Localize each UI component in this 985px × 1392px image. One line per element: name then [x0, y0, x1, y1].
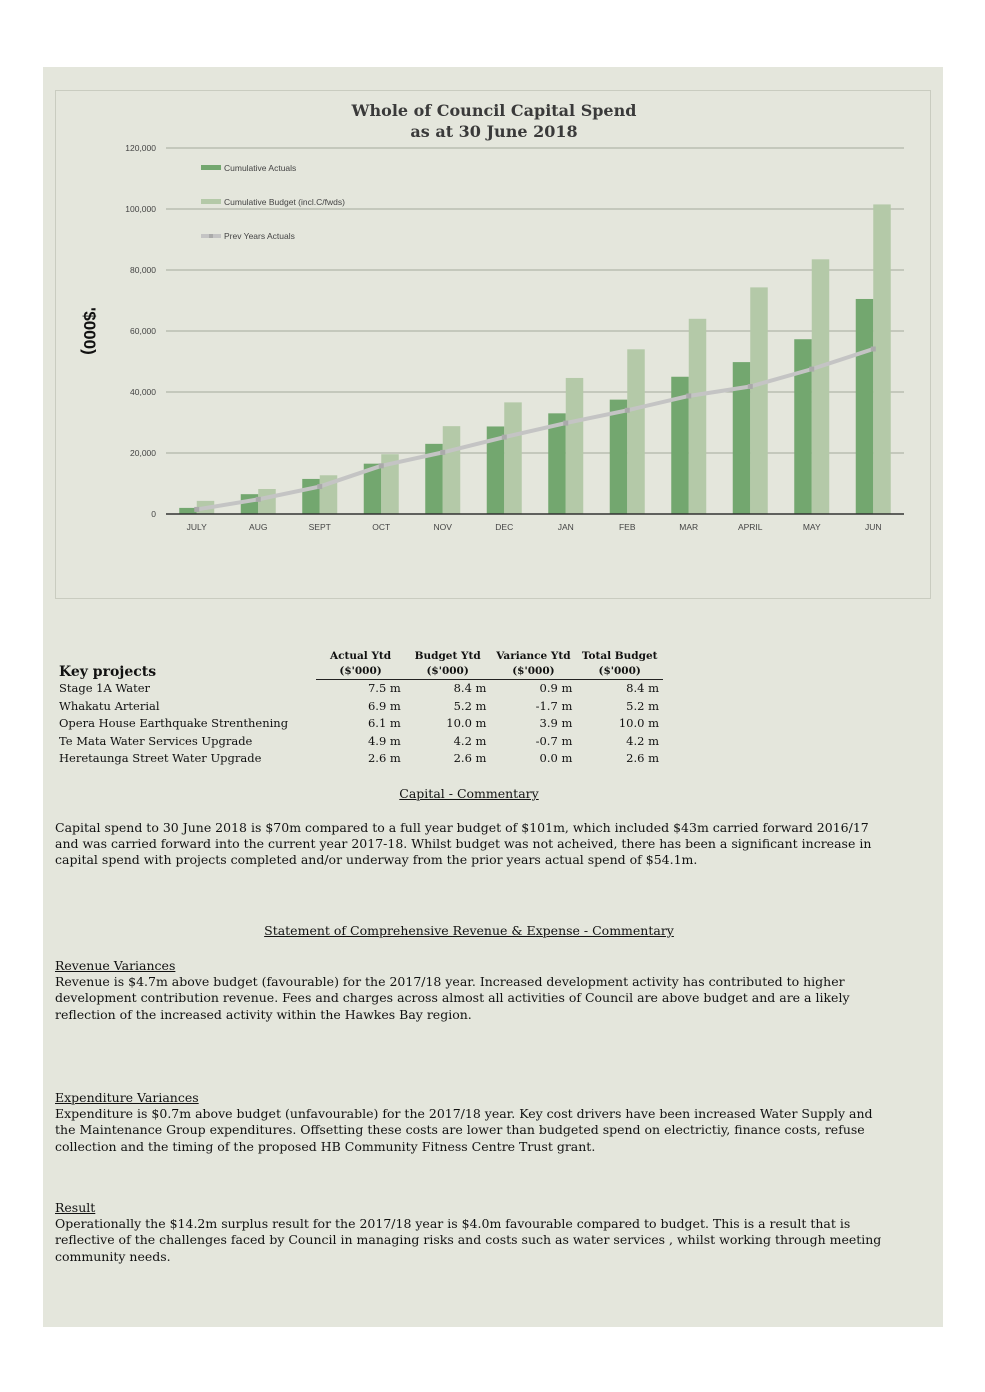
bar-cumulative-actuals	[302, 479, 320, 514]
key-projects-heading: Key projects	[59, 663, 157, 680]
revenue-text: Revenue is $4.7m above budget (favourable) for the 2017/18 year. Increased development activity has contributed to higher development contribution revenue. Fees and charges across almost all activities of Council are above budget and are a likely reflection of the increased activity within the Hawkes Bay region.	[55, 974, 850, 1022]
col-actual-label: Actual Ytd	[329, 650, 392, 662]
bar-cumulative-actuals	[241, 494, 259, 514]
actual-ytd: 7.5 m	[367, 681, 401, 695]
point-prev-years-actuals	[686, 393, 691, 398]
chart-title-line-2: as at 30 June 2018	[410, 122, 578, 141]
result-section	[55, 1200, 890, 1265]
y-tick-label: 0	[151, 509, 156, 519]
actual-ytd: 6.9 m	[367, 698, 401, 713]
legend-label-budget: Cumulative Budget (incl.C/fwds)	[224, 197, 345, 207]
point-prev-years-actuals	[563, 421, 568, 426]
line-prev-years-actuals	[197, 349, 874, 509]
x-tick-label: APRIL	[737, 522, 763, 532]
x-tick-label: OCT	[372, 522, 391, 532]
point-prev-years-actuals	[809, 367, 814, 372]
point-prev-years-actuals	[625, 408, 630, 413]
budget-ytd: 4.2 m	[453, 733, 487, 748]
actual-ytd: 6.1 m	[367, 716, 401, 731]
y-tick-label: 60,000	[130, 326, 156, 336]
report-page	[43, 67, 943, 1327]
point-prev-years-actuals	[194, 507, 199, 512]
bar-cumulative-budget	[689, 319, 707, 514]
legend-label-prev-years: Prev Years Actuals	[224, 231, 295, 241]
point-prev-years-actuals	[317, 484, 322, 489]
table-row	[43, 750, 663, 768]
col-variance-unit: ($'000)	[490, 664, 576, 680]
total-budget: 10.0 m	[618, 716, 659, 731]
col-budget-label: Budget Ytd	[414, 650, 481, 662]
key-projects-table	[43, 649, 663, 768]
bar-cumulative-actuals	[179, 508, 197, 514]
x-tick-label: NOV	[433, 522, 452, 532]
legend-marker-prev-years	[209, 234, 213, 238]
project-name: Whakatu Arterial	[59, 698, 160, 713]
result-heading: Result	[55, 1200, 96, 1215]
bar-cumulative-actuals	[794, 339, 812, 514]
table-row	[43, 733, 663, 751]
total-budget: 2.6 m	[626, 751, 659, 766]
chart-title-line-1: Whole of Council Capital Spend	[351, 101, 637, 120]
variance-ytd: -1.7 m	[535, 698, 573, 713]
x-tick-label: JULY	[186, 522, 207, 532]
variance-ytd: 0.0 m	[539, 751, 573, 766]
y-tick-label: 100,000	[125, 204, 156, 214]
bar-cumulative-budget	[443, 426, 461, 514]
revenue-section	[55, 958, 890, 1023]
project-name: Stage 1A Water	[59, 680, 151, 695]
expenditure-section	[55, 1090, 890, 1155]
col-total-label: Total Budget	[581, 650, 658, 662]
x-tick-label: SEPT	[308, 522, 331, 532]
budget-ytd: 10.0 m	[446, 716, 487, 731]
expenditure-heading: Expenditure Variances	[55, 1090, 199, 1105]
variance-ytd: 0.9 m	[539, 681, 573, 695]
point-prev-years-actuals	[440, 450, 445, 455]
statement-title: Statement of Comprehensive Revenue & Expense - Commentary	[264, 923, 674, 938]
bar-cumulative-budget	[873, 204, 891, 514]
bar-cumulative-budget	[504, 402, 522, 514]
point-prev-years-actuals	[871, 346, 876, 351]
bar-cumulative-budget	[566, 378, 584, 514]
point-prev-years-actuals	[502, 435, 507, 440]
variance-ytd: 3.9 m	[539, 716, 573, 731]
project-name: Opera House Earthquake Strenthening	[59, 716, 289, 731]
x-tick-label: MAY	[802, 522, 821, 532]
total-budget: 5.2 m	[626, 698, 659, 713]
col-budget-unit: ($'000)	[405, 664, 491, 680]
y-tick-label: 40,000	[130, 387, 156, 397]
capital-commentary-text: Capital spend to 30 June 2018 is $70m compared to a full year budget of $101m, which included $43m carried forward 2016/17 and was carried forward into the current year 2017-18. Whilst budget was not acheived, there has been a significant increase in capital spend with projects completed and/or underway from the prior years actual spend of $54.1m.	[55, 820, 872, 868]
x-tick-label: MAR	[679, 522, 699, 532]
actual-ytd: 4.9 m	[367, 733, 401, 748]
project-name: Te Mata Water Services Upgrade	[59, 733, 253, 748]
point-prev-years-actuals	[379, 463, 384, 468]
expenditure-text: Expenditure is $0.7m above budget (unfavourable) for the 2017/18 year. Key cost drivers have been increased Water Supply and the Maintenance Group expenditures. Offsetting these costs are lower than budgeted spend on electrictiy, finance costs, refuse collection and the timing of the proposed HB Community Fitness Centre Trust grant.	[55, 1106, 873, 1154]
capital-commentary-title: Capital - Commentary	[399, 786, 539, 801]
total-budget: 4.2 m	[626, 733, 659, 748]
budget-ytd: 8.4 m	[453, 681, 487, 695]
bar-cumulative-budget	[750, 287, 768, 514]
budget-ytd: 2.6 m	[453, 751, 487, 766]
capital-spend-chart	[55, 90, 931, 599]
y-tick-label: 120,000	[125, 143, 156, 153]
bar-cumulative-actuals	[610, 400, 628, 514]
bar-cumulative-actuals	[856, 299, 874, 514]
x-tick-label: AUG	[249, 522, 268, 532]
chart-svg	[56, 91, 932, 600]
total-budget: 8.4 m	[626, 681, 659, 695]
revenue-heading: Revenue Variances	[55, 958, 176, 973]
actual-ytd: 2.6 m	[367, 751, 401, 766]
x-tick-label: DEC	[495, 522, 514, 532]
col-actual-unit: ($'000)	[316, 664, 405, 680]
legend-label-actuals: Cumulative Actuals	[224, 163, 297, 173]
table-row	[43, 698, 663, 716]
point-prev-years-actuals	[748, 384, 753, 389]
x-tick-label: JAN	[557, 522, 574, 532]
col-variance-label: Variance Ytd	[496, 650, 571, 662]
variance-ytd: -0.7 m	[535, 733, 573, 748]
result-text: Operationally the $14.2m surplus result for the 2017/18 year is $4.0m favourable compared to budget. This is a result that is reflective of the challenges faced by Council in managing risks and costs such as water services , whilst working through meeting community needs.	[55, 1216, 882, 1264]
y-tick-label: 20,000	[130, 448, 156, 458]
bar-cumulative-budget	[627, 349, 645, 514]
legend-swatch-budget	[201, 199, 221, 204]
y-tick-label: 80,000	[130, 265, 156, 275]
point-prev-years-actuals	[256, 497, 261, 502]
key-projects-section	[43, 649, 663, 768]
table-row	[43, 715, 663, 733]
table-row	[43, 680, 663, 698]
legend-swatch-actuals	[201, 165, 221, 170]
x-tick-label: JUN	[864, 522, 882, 532]
bar-cumulative-budget	[258, 489, 276, 514]
x-tick-label: FEB	[618, 522, 636, 532]
y-axis-label: '$000)	[80, 307, 99, 355]
col-total-unit: ($'000)	[576, 664, 663, 680]
budget-ytd: 5.2 m	[453, 698, 487, 713]
project-name: Heretaunga Street Water Upgrade	[59, 751, 262, 766]
bar-cumulative-budget	[812, 259, 830, 514]
